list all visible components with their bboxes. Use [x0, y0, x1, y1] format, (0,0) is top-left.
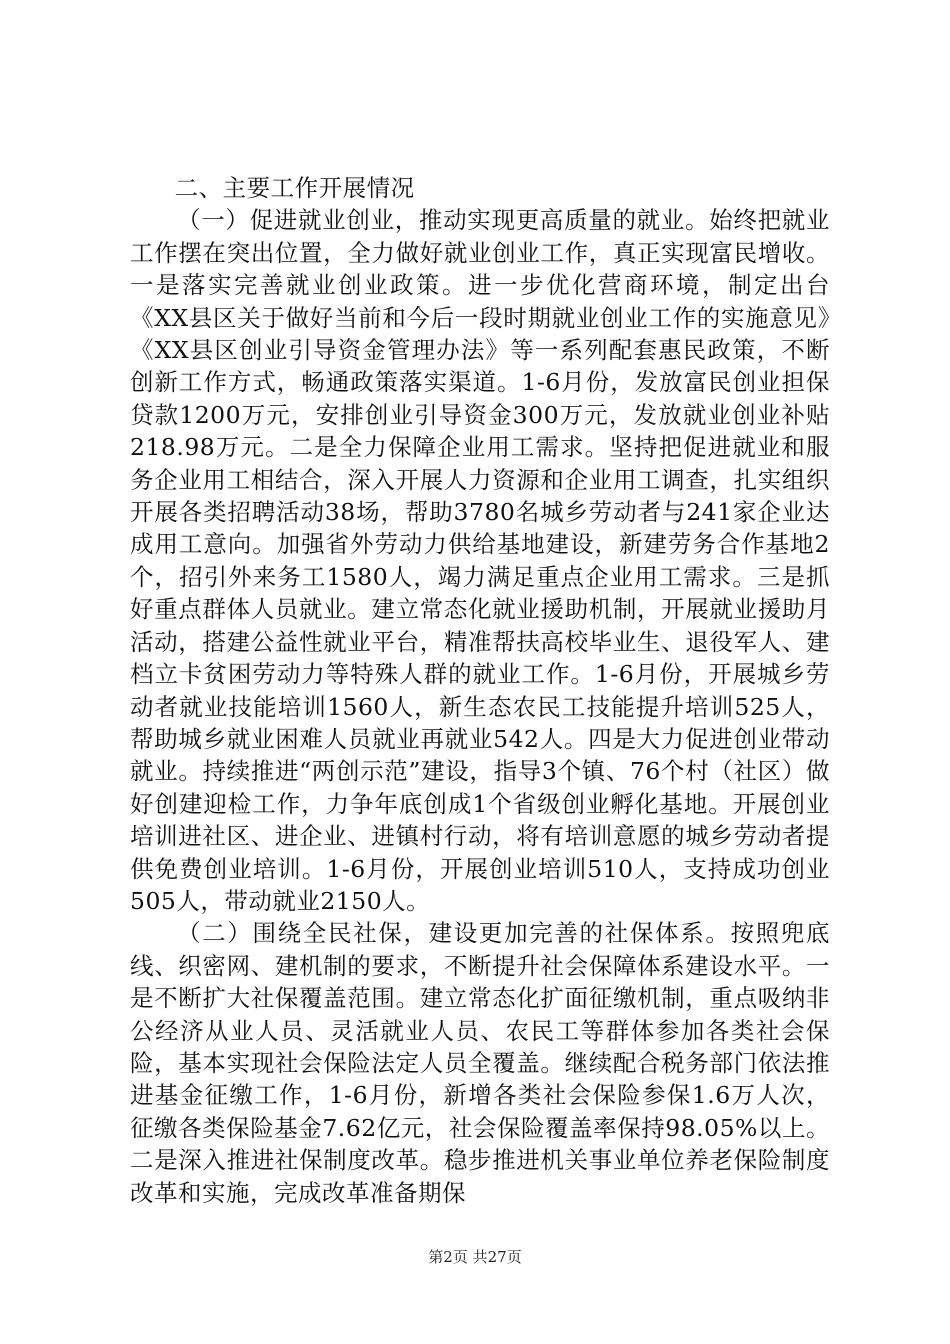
page-footer: 第2页 共27页: [428, 1248, 522, 1266]
body-paragraph: （一）促进就业创业，推动实现更高质量的就业。始终把就业工作摆在突出位置，全力做好就业创业工作，真正实现富民增收。一是落实完善就业创业政策。进一步优化营商环境，制定出台《XX县区关于做好当前和今后一段时期就业创业工作的实施意见》《XX县区创业引导资金管理办法》等一系列配套惠民政策，不断创新工作方式，畅通政策落实渠道。1-6月份，发放富民创业担保贷款1200万元，安排创业引导资金300万元，发放就业创业补贴218.98万元。二是全力保障企业用工需求。坚持把促进就业和服务企业用工相结合，深入开展人力资源和企业用工调查，扎实组织开展各类招聘活动38场，帮助3780名城乡劳动者与241家企业达成用工意向。加强省外劳动力供给基地建设，新建劳务合作基地2个，招引外来务工1580人，竭力满足重点企业用工需求。三是抓好重点群体人员就业。建立常态化就业援助机制，开展就业援助月活动，搭建公益性就业平台，精准帮扶高校毕业生、退役军人、建档立卡贫困劳动力等特殊人群的就业工作。1-6月份，开展城乡劳动者就业技能培训1560人，新生态农民工技能提升培训525人，帮助城乡就业困难人员就业再就业542人。四是大力促进创业带动就业。持续推进“两创示范”建设，指导3个镇、76个村（社区）做好创建迎检工作，力争年底创成1个省级创业孵化基地。开展创业培训进社区、进企业、进镇村行动，将有培训意愿的城乡劳动者提供免费创业培训。1-6月份，开展创业培训510人，支持成功创业505人，带动就业2150人。: [130, 206, 830, 915]
document-body: [130, 172, 830, 1209]
section-heading: 二、主要工作开展情况: [174, 174, 415, 202]
body-paragraph: （二）围绕全民社保，建设更加完善的社保体系。按照兜底线、织密网、建机制的要求，不断提升社会保障体系建设水平。一是不断扩大社保覆盖范围。建立常态化扩面征缴机制，重点吸纳非公经济从业人员、灵活就业人员、农民工等群体参加各类社会保险，基本实现社会保险法定人员全覆盖。继续配合税务部门依法推进基金征缴工作，1-6月份，新增各类社会保险参保1.6万人次，征缴各类保险基金7.62亿元，社会保险覆盖率保持98.05%以上。二是深入推进社保制度改革。稳步推进机关事业单位养老保险制度改革和实施，完成改革准备期保: [130, 919, 830, 1207]
